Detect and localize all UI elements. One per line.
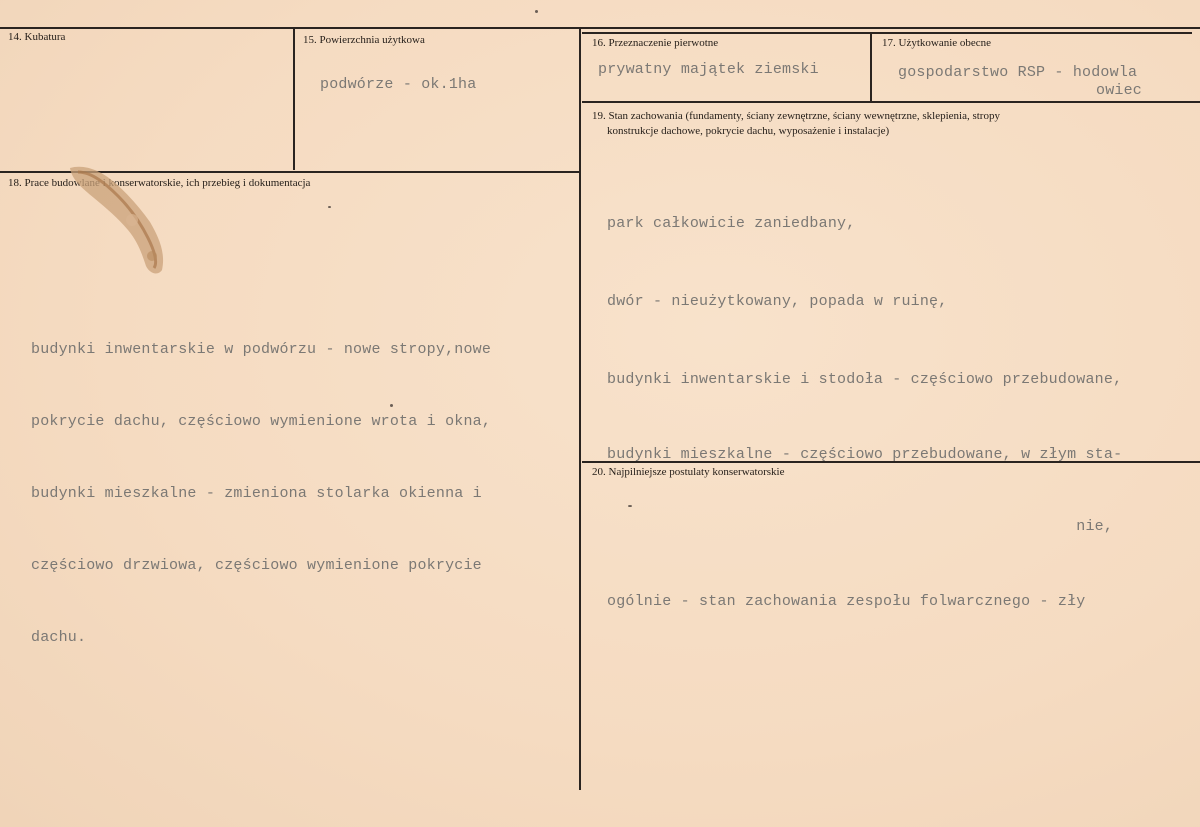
field-18-value-line: budynki mieszkalne - zmieniona stolarka okienna i <box>31 485 482 502</box>
field-14-label: 14. Kubatura <box>8 31 66 43</box>
rule-right-upper <box>582 101 1200 103</box>
speck <box>328 206 331 208</box>
field-19-label-line-1: 19. Stan zachowania (fundamenty, ściany zewnętrzne, ściany wewnętrzne, sklepienia, stropy <box>592 110 1000 122</box>
top-rule <box>0 27 1200 29</box>
speck <box>390 404 393 407</box>
field-17-value-line-1: gospodarstwo RSP - hodowla <box>898 64 1138 81</box>
field-19-value-line: nie, <box>607 518 1114 535</box>
field-18-label: 18. Prace budowlane i konserwatorskie, ich przebieg i dokumentacja <box>8 177 311 189</box>
field-19-value <box>607 159 1122 667</box>
field-18-value-line: pokrycie dachu, częściowo wymienione wrota i okna, <box>31 413 492 430</box>
field-17-label: 17. Użytkowanie obecne <box>882 37 992 49</box>
field-20-label: 20. Najpilniejsze postulaty konserwatorskie <box>592 466 785 478</box>
field-18-value-line: dachu. <box>31 629 87 646</box>
stain-mark <box>62 160 172 280</box>
divider-16-17 <box>870 33 872 101</box>
field-19-value-line: budynki mieszkalne - częściowo przebudowane, w złym sta- <box>607 446 1123 463</box>
field-16-value: prywatny majątek ziemski <box>598 61 819 78</box>
speck <box>628 505 632 507</box>
field-18-value-line: budynki inwentarskie w podwórzu - nowe stropy,nowe <box>31 341 492 358</box>
field-19-value-line: budynki inwentarskie i stodoła - częściowo przebudowane, <box>607 371 1123 388</box>
field-17-value-line-2: owiec <box>1096 82 1143 99</box>
divider-14-15 <box>293 28 295 170</box>
field-18-value-line: częściowo drzwiowa, częściowo wymienione pokrycie <box>31 557 482 574</box>
top-rule-right <box>582 32 1192 34</box>
field-16-label: 16. Przeznaczenie pierwotne <box>592 37 719 49</box>
field-19-value-line: dwór - nieużytkowany, popada w ruinę, <box>607 293 948 310</box>
field-18-value <box>31 290 491 698</box>
field-15-value: podwórze - ok.1ha <box>320 76 477 93</box>
field-15-label: 15. Powierzchnia użytkowa <box>303 34 425 46</box>
speck <box>535 10 538 13</box>
field-19-label-line-2: konstrukcje dachowe, pokrycie dachu, wyposażenie i instalacje) <box>607 125 890 137</box>
field-19-value-line: ogólnie - stan zachowania zespołu folwarcznego - zły <box>607 593 1086 610</box>
field-19-value-line: park całkowicie zaniedbany, <box>607 215 856 232</box>
main-vertical-divider <box>579 28 581 790</box>
